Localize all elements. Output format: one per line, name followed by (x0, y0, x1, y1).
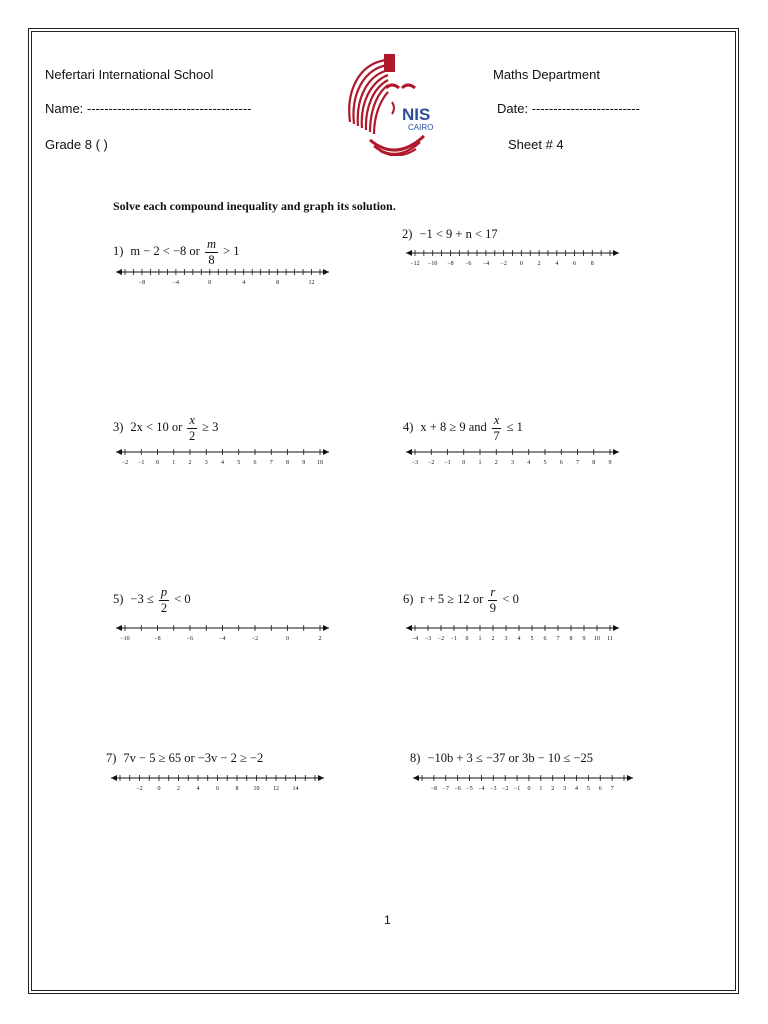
tick-label: 7 (556, 636, 560, 642)
tick-label: 12 (273, 786, 279, 792)
tick-label: −5 (466, 786, 473, 792)
tick-label: 6 (216, 786, 219, 792)
school-logo (340, 52, 440, 156)
tick-label: −8 (154, 636, 161, 642)
number-line-8 (412, 772, 634, 794)
tick-label: −6 (464, 261, 472, 267)
number-line-7 (110, 772, 325, 794)
tick-label: 8 (569, 636, 573, 642)
tick-label: 7 (576, 460, 579, 466)
tick-label: −2 (428, 460, 435, 466)
tick-label: 0 (465, 636, 469, 642)
tick-label: −4 (478, 786, 485, 792)
tick-label: 1 (172, 460, 176, 466)
tick-label: 5 (237, 460, 241, 466)
problem-text: 7v − 5 ≥ 65 or −3v − 2 ≥ −2 (123, 751, 264, 765)
tick-label: 10 (317, 460, 323, 466)
tick-label: 3 (204, 460, 208, 466)
tick-label: 11 (607, 636, 613, 642)
tick-label: 1 (478, 636, 482, 642)
tick-label: −4 (411, 636, 419, 642)
left-arrow-icon (406, 449, 412, 455)
tick-label: 5 (530, 636, 534, 642)
logo-text: NIS (402, 105, 431, 124)
right-arrow-icon (613, 250, 619, 256)
tick-label: 10 (253, 786, 260, 792)
right-arrow-icon (613, 625, 619, 631)
number-line-6 (405, 622, 620, 644)
tick-label: −2 (136, 786, 143, 792)
tick-label: 9 (608, 460, 612, 466)
tick-label: 5 (543, 460, 547, 466)
problem-text: m − 2 < −8 or (130, 243, 203, 258)
tick-label: −4 (482, 261, 490, 267)
number-line-2 (405, 247, 620, 269)
left-arrow-icon (116, 269, 122, 275)
problem-text: −10b + 3 ≤ −37 or 3b − 10 ≤ −25 (427, 751, 594, 765)
tick-label: −6 (186, 636, 194, 642)
tick-label: 7 (610, 786, 614, 792)
problem-4: 4) x + 8 ≥ 9 and $\frac{x}{7}$ ≤ 1 (403, 413, 523, 443)
problem-2: 2) −1 < 9 + n < 17 (402, 227, 498, 241)
tick-label: 6 (253, 460, 257, 466)
tick-label: 4 (221, 460, 224, 466)
tick-label: 9 (302, 460, 306, 466)
tick-label: 3 (563, 786, 567, 792)
tick-label: 4 (242, 280, 246, 286)
tick-label: 4 (517, 636, 521, 642)
tick-label: −7 (442, 786, 449, 792)
tick-label: 8 (276, 280, 280, 286)
right-arrow-icon (323, 625, 329, 631)
problem-7: 7) 7v − 5 ≥ 65 or −3v − 2 ≥ −2 (106, 751, 264, 765)
logo-subtext: CAIRO (408, 123, 434, 132)
problem-3: 3) 2x < 10 or $\frac{x}{2}$ ≥ 3 (113, 413, 219, 443)
tick-label: 0 (462, 460, 466, 466)
tick-label: −12 (410, 261, 420, 267)
tick-label: −1 (513, 786, 521, 792)
tick-label: −3 (411, 460, 419, 466)
tick-label: 0 (157, 786, 161, 792)
tick-label: 3 (511, 460, 514, 466)
tick-label: 5 (586, 786, 590, 792)
tick-label: −3 (424, 636, 432, 642)
tick-label: 12 (308, 280, 315, 286)
tick-label: 0 (208, 280, 212, 286)
tick-label: 6 (559, 460, 563, 466)
tick-label: −10 (120, 636, 130, 642)
tick-label: −2 (437, 636, 445, 642)
problem-text: r + 5 ≥ 12 or (420, 591, 487, 606)
tick-label: 2 (494, 460, 498, 466)
right-arrow-icon (323, 449, 329, 455)
tick-label: 2 (491, 636, 495, 642)
left-arrow-icon (413, 775, 419, 781)
left-arrow-icon (406, 625, 412, 631)
tick-label: −10 (428, 261, 438, 267)
left-arrow-icon (111, 775, 117, 781)
fraction: $\frac{p}{2}$ (160, 585, 168, 615)
name-line: Name: -------------------------------------- (45, 101, 252, 116)
tick-label: 2 (537, 261, 541, 267)
right-arrow-icon (323, 269, 329, 275)
fraction: $\frac{x}{2}$ (189, 413, 196, 443)
tick-label: 9 (582, 636, 586, 642)
tick-label: 6 (598, 786, 602, 792)
tick-label: −1 (138, 460, 145, 466)
number-line-5 (115, 622, 330, 644)
tick-label: 1 (478, 460, 482, 466)
problem-text: −3 ≤ (130, 591, 157, 606)
problem-text: 2x < 10 or (130, 419, 186, 434)
problem-text: x + 8 ≥ 9 and (420, 419, 490, 434)
tick-label: 8 (592, 460, 596, 466)
right-arrow-icon (613, 449, 619, 455)
tick-label: 0 (156, 460, 159, 466)
tick-label: 6 (543, 636, 547, 642)
problem-8: 8) −10b + 3 ≤ −37 or 3b − 10 ≤ −25 (410, 751, 594, 765)
tick-label: 8 (590, 261, 594, 267)
date-line: Date: ------------------------- (497, 101, 640, 116)
tick-label: −4 (172, 280, 180, 286)
tick-label: −1 (450, 636, 458, 642)
tick-label: 6 (573, 261, 577, 267)
tick-label: 8 (286, 460, 289, 466)
school-name: Nefertari International School (45, 67, 214, 82)
right-arrow-icon (627, 775, 633, 781)
tick-label: −3 (490, 786, 497, 792)
problem-1: 1) m − 2 < −8 or $\frac{m}{8}$ > 1 (113, 237, 240, 267)
problem-text: −1 < 9 + n < 17 (419, 227, 498, 241)
tick-label: 4 (196, 786, 200, 792)
instructions: Solve each compound inequality and graph its solution. (113, 199, 396, 213)
tick-label: 4 (527, 460, 531, 466)
tick-label: 8 (235, 786, 239, 792)
tick-label: 2 (551, 786, 555, 792)
tick-label: −8 (447, 261, 454, 267)
tick-label: 0 (286, 636, 289, 642)
left-arrow-icon (116, 625, 122, 631)
tick-label: −2 (500, 261, 507, 267)
sheet-number: Sheet # 4 (508, 137, 564, 152)
tick-label: −4 (219, 636, 226, 642)
tick-label: 2 (188, 460, 192, 466)
department-name: Maths Department (493, 67, 600, 82)
tick-label: 14 (292, 786, 299, 792)
tick-label: 10 (594, 636, 600, 642)
tick-label: 4 (574, 786, 578, 792)
fraction: $\frac{m}{8}$ (206, 237, 216, 267)
page-border (31, 31, 736, 991)
tick-label: 7 (269, 460, 273, 466)
tick-label: 0 (519, 261, 523, 267)
fraction: $\frac{r}{9}$ (489, 585, 496, 615)
tick-label: 3 (504, 636, 508, 642)
tick-label: −1 (444, 460, 451, 466)
tick-label: 2 (177, 786, 180, 792)
tick-label: −6 (454, 786, 461, 792)
tick-label: −8 (138, 280, 146, 286)
tick-label: −2 (501, 786, 509, 792)
left-arrow-icon (406, 250, 412, 256)
number-line-4 (405, 446, 620, 468)
left-arrow-icon (116, 449, 122, 455)
right-arrow-icon (318, 775, 324, 781)
tick-label: −2 (251, 636, 259, 642)
fraction: $\frac{x}{7}$ (493, 413, 500, 443)
problem-6: 6) r + 5 ≥ 12 or $\frac{r}{9}$ < 0 (403, 585, 519, 615)
page-number: 1 (384, 913, 391, 927)
tick-label: 2 (318, 636, 322, 642)
grade-label: Grade 8 ( ) (45, 137, 108, 152)
problem-5: 5) −3 ≤ $\frac{p}{2}$ < 0 (113, 585, 191, 615)
number-line-3 (115, 446, 330, 468)
tick-label: −8 (430, 786, 438, 792)
tick-label: 1 (539, 786, 543, 792)
tick-label: 4 (555, 261, 559, 267)
tick-label: 0 (527, 786, 531, 792)
number-line-1 (115, 266, 330, 288)
tick-label: −2 (121, 460, 129, 466)
